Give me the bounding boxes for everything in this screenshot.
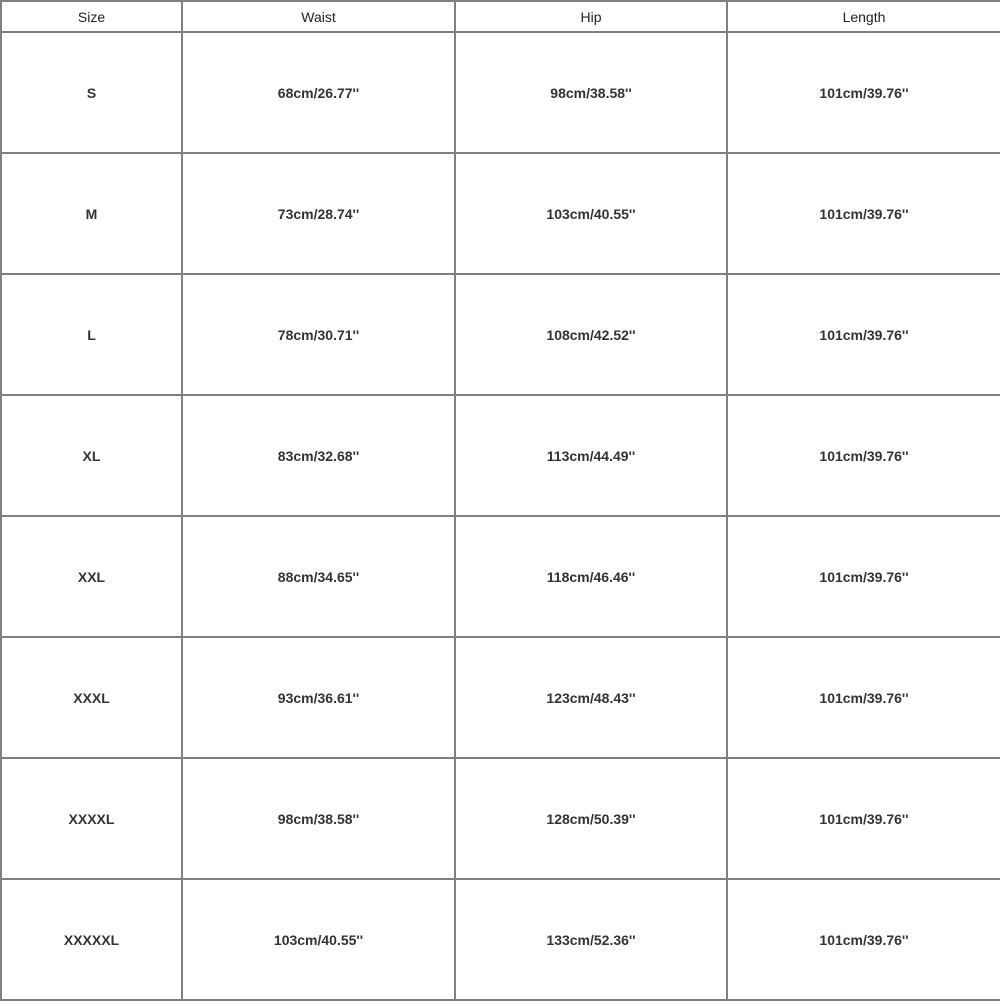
cell-size: XXXXL — [1, 758, 182, 879]
cell-size: S — [1, 32, 182, 153]
cell-size: XXXXXL — [1, 879, 182, 1000]
header-waist: Waist — [182, 1, 455, 32]
header-length: Length — [727, 1, 1000, 32]
cell-hip: 133cm/52.36'' — [455, 879, 727, 1000]
table-row — [1, 879, 1000, 1000]
cell-length: 101cm/39.76'' — [727, 758, 1000, 879]
table-row — [1, 395, 1000, 516]
table-row — [1, 758, 1000, 879]
cell-waist: 78cm/30.71'' — [182, 274, 455, 395]
cell-length: 101cm/39.76'' — [727, 153, 1000, 274]
header-size: Size — [1, 1, 182, 32]
cell-hip: 103cm/40.55'' — [455, 153, 727, 274]
table-row — [1, 153, 1000, 274]
cell-waist: 103cm/40.55'' — [182, 879, 455, 1000]
cell-waist: 93cm/36.61'' — [182, 637, 455, 758]
cell-hip: 123cm/48.43'' — [455, 637, 727, 758]
cell-hip: 108cm/42.52'' — [455, 274, 727, 395]
table-header — [1, 1, 1000, 32]
cell-hip: 98cm/38.58'' — [455, 32, 727, 153]
cell-length: 101cm/39.76'' — [727, 395, 1000, 516]
header-row — [1, 1, 1000, 32]
cell-length: 101cm/39.76'' — [727, 637, 1000, 758]
header-hip: Hip — [455, 1, 727, 32]
cell-waist: 98cm/38.58'' — [182, 758, 455, 879]
cell-waist: 73cm/28.74'' — [182, 153, 455, 274]
cell-waist: 83cm/32.68'' — [182, 395, 455, 516]
table-body — [1, 32, 1000, 1000]
cell-length: 101cm/39.76'' — [727, 274, 1000, 395]
cell-hip: 118cm/46.46'' — [455, 516, 727, 637]
cell-size: XXXL — [1, 637, 182, 758]
cell-hip: 113cm/44.49'' — [455, 395, 727, 516]
cell-size: M — [1, 153, 182, 274]
table-row — [1, 516, 1000, 637]
cell-length: 101cm/39.76'' — [727, 879, 1000, 1000]
cell-waist: 68cm/26.77'' — [182, 32, 455, 153]
table-row — [1, 274, 1000, 395]
table-row — [1, 637, 1000, 758]
cell-size: XL — [1, 395, 182, 516]
cell-length: 101cm/39.76'' — [727, 516, 1000, 637]
table-row — [1, 32, 1000, 153]
cell-size: L — [1, 274, 182, 395]
cell-hip: 128cm/50.39'' — [455, 758, 727, 879]
cell-length: 101cm/39.76'' — [727, 32, 1000, 153]
cell-waist: 88cm/34.65'' — [182, 516, 455, 637]
cell-size: XXL — [1, 516, 182, 637]
